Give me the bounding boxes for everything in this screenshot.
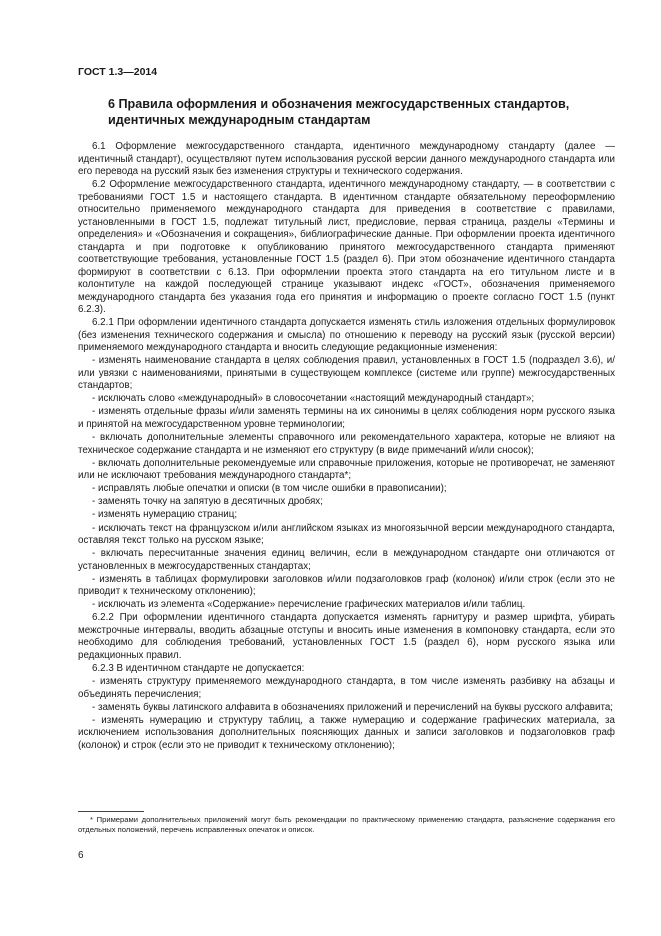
list-item: - исключать слово «международный» в словосочетании «настоящий международный стандарт»; [92,393,535,405]
running-header: ГОСТ 1.3—2014 [78,66,158,78]
footnote-rule [78,811,144,812]
paragraph: 6.1 Оформление межгосударственного стандарта, идентичного международному стандарту (далее — идентичный стандарт), осуществляют путем использования русской версии данного международного стандарта или его перевода на русский язык без изменения структуры и технического содержания. [78,141,615,177]
list-item: - изменять наименование стандарта в целях соблюдения правил, установленных в ГОСТ 1.5 (подраздел 3.6), и/или увязки с наименованиями, принятыми в существующем комплексе (системе или группе) межгосударственных стандартов; [78,355,615,392]
list-item: - изменять нумерацию страниц; [92,509,238,521]
list-item: - включать пересчитанные значения единиц величин, если в международном стандарте они отличаются от установленных в межгосударственных стандартах; [78,548,615,572]
page-number: 6 [78,850,84,861]
list-item: - включать дополнительные рекомендуемые или справочные приложения, которые не противоречат, не заменяют или не исключают требования международного стандарта*; [78,457,615,482]
list-item: - заменять точку на запятую в десятичных дробях; [92,496,323,508]
list-item: - исключать текст на французском и/или английском языках из многоязычной версии международного стандарта, оставляя текст только на русском языке; [78,522,615,547]
paragraph: 6.2.1 При оформлении идентичного стандарта допускается изменять стиль изложения отдельных формулировок (без изменения технического содержания и смысла) по отношению к переводу на русский язык (русской версии) применяемого международного стандарта и вносить следующие редакционные изменения: [78,317,615,354]
list-item: - изменять отдельные фразы и/или заменять термины на их синонимы в целях соблюдения норм русского языка и принятой на межгосударственном уровне терминологии; [78,406,615,430]
section-title: 6 Правила оформления и обозначения межгосударственных стандартов, идентичных международным стандартам [108,97,570,127]
list-item: - исключать из элемента «Содержание» перечисление графических материалов и/или таблиц. [92,599,526,611]
list-item: - заменять буквы латинского алфавита в обозначениях приложений и перечислений на буквы русского алфавита; [92,701,614,713]
list-item: - изменять нумерацию и структуру таблиц, а также нумерацию и содержание графических материала, за исключением использования дополнительных поясняющих данных и записи заголовков и подзаголовков граф (колонок) и строк (если это не приводит к техническому отклонению); [78,714,615,751]
paragraph: 6.2 Оформление межгосударственного стандарта, идентичного международному стандарту, — в соответствии с требованиями ГОСТ 1.5 и настоящего стандарта. В идентичном стандарте обязательному переоформлению относительно применяемого международного стандарта для приведения в соответствие с правилами, установленными в ГОСТ 1.5, подлежат титульный лист, предисловие, первая страница, разделы «Термины и определения» и «Обозначения и сокращения», библиографические данные. При оформлении проекта идентичного стандарта и при подготовке к опубликованию принятого межгосударственного стандарта применяют соответствующие требования, установленные ГОСТ 1.5 (раздел 6). При этом обозначение идентичного стандарта формируют в соответствии с 6.13. При оформлении проекта этого стандарта на его титульном листе и в колонтитуле на каждой последующей странице указывают индекс «ГОСТ», обозначения применяемого международного стандарта без указания года его принятия и информацию о проекте согласно ГОСТ 1.5 (пункт 6.2.3). [78,179,615,316]
body-text [78,141,615,752]
footnote: * Примерами дополнительных приложений могут быть рекомендации по практическому применению стандарта, разъяснение содержания его отдельных положений, перечень исправленных опечаток и описок. [78,815,615,835]
paragraph: 6.2.3 В идентичном стандарте не допускается: [92,663,305,674]
list-item: - изменять в таблицах формулировки заголовков и/или подзаголовков граф (колонок) и/или строк (если это не приводит к техническому отклонению); [78,573,615,598]
list-item: - включать дополнительные элементы справочного или рекомендательного характера, которые не влияют на техническое содержание стандарта и не изменяют его структуру (в виде примечаний и/или сносок); [78,432,615,456]
paragraph: 6.2.2 При оформлении идентичного стандарта допускается изменять гарнитуру и размер шрифта, убирать межстрочные интервалы, вводить абзацные отступы и вносить иные изменения в компоновку стандарта, если это необходимо для соблюдения требований, установленных ГОСТ 1.5 (раздел 6), норм русского языка или редакционных правил. [78,612,615,661]
list-item: - исправлять любые опечатки и описки (в том числе ошибки в правописании); [92,483,447,495]
list-item: - изменять структуру применяемого международного стандарта, в том числе изменять разбивку на абзацы и объединять перечисления; [78,676,615,700]
